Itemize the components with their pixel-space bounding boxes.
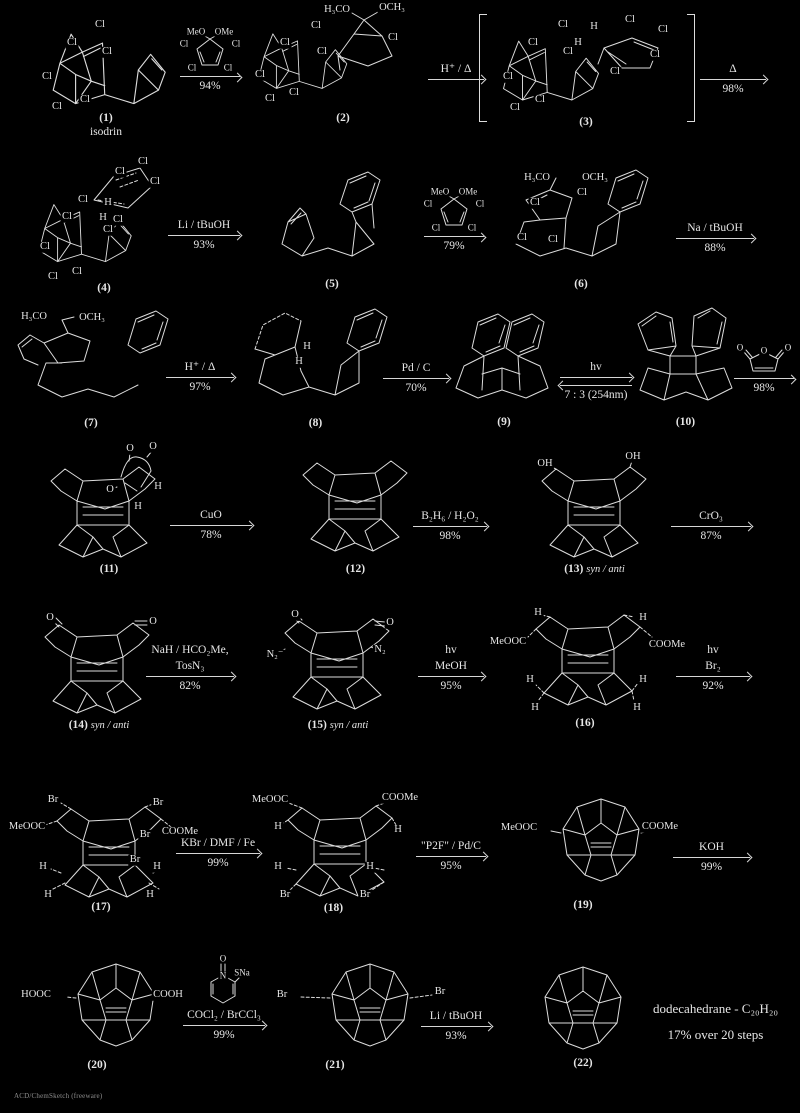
atom-label: Cl (503, 70, 513, 82)
atom-label: Cl (431, 222, 441, 233)
atom-label: Br (276, 988, 288, 1000)
compound-number: (22) (573, 1056, 593, 1069)
reagent-label: hv (707, 644, 719, 656)
atom-label: H (633, 701, 641, 713)
atom-label: Cl (223, 62, 233, 73)
atom-label: H (295, 355, 303, 367)
atom-label: Br (139, 828, 151, 840)
atom-label: H (574, 36, 582, 48)
product-name: dodecahedrane - C₂₀H₂₀ (653, 1001, 778, 1016)
ratio-label: 7 : 3 (254nm) (564, 388, 628, 401)
arrow-shaft (671, 526, 751, 527)
arrow-shaft (168, 235, 240, 236)
reagent-label: hv (445, 644, 457, 656)
atom-label: Cl (280, 36, 290, 48)
compound-number: (1) (99, 111, 113, 124)
atom-label: Br (434, 985, 446, 997)
atom-label: H (366, 860, 374, 872)
arrow-shaft (428, 79, 484, 80)
structure-13 (522, 441, 667, 577)
compound-number: (2) (336, 111, 350, 124)
reagent-label: B₂H₆ / H₂O₂ (421, 510, 479, 522)
atom-label: Cl (95, 18, 105, 30)
equilibrium-arrow (560, 361, 632, 402)
atom-label: Br (152, 796, 164, 808)
atom-label: MeOOC (251, 793, 289, 805)
atom-label: H (44, 888, 52, 900)
atom-label: O (291, 608, 299, 620)
structure-2-drawing (248, 1, 438, 99)
structure-2 (248, 1, 438, 126)
yield-label: 99% (207, 856, 229, 869)
structure-22 (523, 961, 643, 1071)
atom-label: Cl (179, 38, 189, 49)
isomer-label: syn / anti (90, 719, 130, 731)
arrow-shaft (734, 378, 794, 379)
diene-reagent (179, 27, 241, 73)
yield-label: 99% (700, 860, 723, 873)
arrow-shaft (183, 1025, 265, 1026)
arrow-shaft (421, 1026, 491, 1027)
isomer-label: syn / anti (329, 719, 369, 731)
atom-label: COOMe (161, 825, 199, 837)
structure-16 (476, 593, 694, 731)
atom-label: H (274, 860, 282, 872)
structure-5 (276, 170, 388, 292)
atom-label: OMe (214, 26, 234, 37)
atom-label: Cl (40, 240, 50, 252)
atom-label: Cl (423, 198, 433, 209)
pyrithione-reagent (197, 954, 251, 1006)
atom-label: OCH₃ (79, 311, 105, 323)
atom-label: OCH₃ (379, 1, 405, 13)
reaction-arrow-12 (671, 510, 751, 543)
arrow-shaft (180, 76, 240, 77)
isomer-label: syn / anti (586, 563, 625, 575)
structure-11-drawing (33, 441, 185, 555)
atom-label: MeOOC (489, 635, 527, 647)
atom-label: H (153, 860, 161, 872)
atom-label: O (149, 440, 157, 452)
atom-label: Cl (658, 23, 668, 35)
atom-label: H (104, 196, 112, 208)
atom-label: H (134, 500, 142, 512)
yield-label: 99% (213, 1028, 235, 1041)
atom-label: O (46, 611, 54, 623)
reagent-label: COCl₂ / BrCCl₃ (187, 1009, 261, 1021)
arrow-shaft (673, 857, 750, 858)
atom-label: Cl (563, 45, 573, 57)
compound-number: (21) (325, 1058, 345, 1071)
atom-label: H₃CO (524, 171, 550, 183)
yield-label: 95% (440, 859, 462, 872)
reaction-arrow-20 (421, 1010, 491, 1043)
arrow-shaft (418, 676, 484, 677)
atom-label: Br (279, 888, 291, 900)
structure-9 (448, 308, 560, 430)
arrow-shaft (166, 377, 234, 378)
reaction-arrow-14 (418, 644, 484, 693)
atom-label: OH (537, 457, 553, 469)
compound-number: (12) (345, 562, 366, 575)
compound-number: (11) (99, 562, 119, 575)
atom-label: O (736, 342, 744, 353)
atom-label: H (534, 606, 542, 618)
atom-label: MeO (186, 26, 206, 37)
yield-label: 97% (189, 380, 211, 393)
structure-5-drawing (276, 170, 388, 268)
reagent-label: Li / tBuOH (177, 219, 231, 231)
compound-number: (16) (575, 716, 595, 729)
structure-10 (628, 308, 743, 430)
reaction-arrow-11 (413, 510, 487, 543)
atom-label: COOMe (641, 820, 679, 832)
reagent-label: KBr / DMF / Fe (180, 837, 256, 849)
reagent-label: Li / tBuOH (429, 1010, 483, 1022)
reagent-label: "P2F" / Pd/C (421, 840, 481, 852)
arrow-shaft-forward (560, 377, 632, 378)
atom-label: Cl (115, 165, 125, 177)
watermark: ACD/ChemSketch (freeware) (14, 1092, 103, 1100)
right-bracket (687, 14, 695, 122)
atom-label: H (394, 823, 402, 835)
atom-label: Cl (62, 210, 72, 222)
atom-label: N (219, 970, 227, 981)
reagent-label: CuO (200, 509, 222, 521)
yield-label: 98% (722, 82, 744, 95)
structure-6 (496, 166, 666, 292)
atom-label: COOH (153, 988, 183, 1000)
arrow-shaft-reverse (560, 385, 632, 386)
atom-label: Cl (52, 100, 62, 112)
structure-3 (486, 12, 686, 130)
arrow-shaft (676, 238, 754, 239)
reagent-label: Pd / C (401, 362, 431, 374)
structure-12 (283, 445, 428, 577)
arrow-shaft (416, 856, 486, 857)
atom-label: Cl (625, 13, 635, 25)
structure-22-drawing (523, 961, 643, 1049)
yield-label: 94% (199, 80, 221, 92)
diene-reagent (423, 187, 485, 233)
atom-label: Cl (150, 175, 160, 187)
atom-label: Cl (72, 265, 82, 277)
atom-label: O (386, 616, 394, 628)
atom-label: Cl (577, 186, 587, 198)
atom-label: Cl (42, 70, 52, 82)
atom-label: OCH₃ (582, 171, 608, 183)
atom-label: H (526, 673, 534, 685)
atom-label: O (126, 442, 134, 454)
atom-label: Br (129, 853, 141, 865)
atom-label: COOMe (381, 791, 419, 803)
reagent-label-2: Br₂ (705, 659, 721, 672)
structure-15-drawing (263, 591, 413, 709)
compound-number: (9) (497, 415, 511, 428)
arrow-shaft (170, 525, 252, 526)
atom-label: OH (625, 450, 641, 462)
atom-label: Br (47, 793, 59, 805)
atom-label: O (106, 483, 114, 495)
reagent-label: CrO₃ (699, 510, 723, 522)
atom-label: Cl (80, 93, 90, 105)
structure-8-drawing (243, 303, 388, 409)
reaction-arrow-3 (700, 63, 766, 96)
atom-label: H₃CO (21, 310, 47, 322)
compound-number: (10) (675, 415, 696, 428)
compound-name: isodrin (90, 126, 122, 138)
reaction-arrow-8 (383, 362, 449, 395)
atom-label: Cl (467, 222, 477, 233)
compound-number: (4) (97, 281, 111, 294)
compound-number: (14) syn / anti (68, 718, 130, 731)
structure-19 (500, 791, 698, 913)
atom-label: COOMe (648, 638, 686, 650)
atom-label: MeOOC (500, 821, 538, 833)
atom-label: Cl (289, 86, 299, 98)
reaction-arrow-9 (734, 339, 794, 395)
yield-label: 87% (700, 529, 722, 542)
reagent-label: H⁺ / Δ (440, 63, 472, 75)
atom-label: Cl (548, 233, 558, 245)
arrow-shaft (413, 526, 487, 527)
compound-number: (7) (84, 416, 98, 429)
atom-label: Cl (517, 231, 527, 243)
structure-7 (16, 303, 166, 431)
atom-label: Cl (255, 68, 265, 80)
arrow-shaft (383, 378, 449, 379)
yield-label: 92% (702, 679, 724, 692)
atom-label: MeOOC (8, 820, 46, 832)
structure-15 (263, 591, 413, 733)
compound-number: (20) (87, 1058, 107, 1071)
atom-label: H (639, 611, 647, 623)
atom-label: Cl (510, 101, 520, 113)
reagent-label-2: TosN₃ (175, 659, 205, 672)
structure-11 (33, 441, 185, 577)
structure-16-drawing (476, 593, 694, 708)
atom-label: HOOC (21, 988, 51, 1000)
yield-label: 95% (440, 679, 462, 692)
reagent-label: Na / tBuOH (687, 222, 743, 234)
atom-label: Br (359, 888, 371, 900)
atom-label: Cl (558, 18, 568, 30)
reaction-arrow-17 (416, 840, 486, 873)
reaction-arrow-13 (146, 644, 234, 693)
atom-label: H (154, 480, 162, 492)
reagent-label-2: MeOH (435, 659, 467, 672)
atom-label: Cl (187, 62, 197, 73)
compound-number: (3) (579, 115, 593, 128)
atom-label: Cl (231, 38, 241, 49)
atom-label: O (149, 615, 157, 627)
reagent-label: H⁺ / Δ (184, 361, 216, 373)
structure-1 (36, 8, 176, 140)
atom-label: Cl (530, 196, 540, 208)
reagent-label: Δ (729, 63, 737, 75)
atom-label: Cl (78, 193, 88, 205)
structure-19-drawing (503, 791, 698, 891)
reaction-arrow-4 (168, 219, 240, 252)
compound-number: (17) (91, 900, 111, 913)
arrow-shaft (424, 236, 484, 237)
atom-label: N₂ (374, 643, 386, 655)
atom-label: Cl (388, 31, 398, 43)
structure-9-drawing (448, 308, 560, 408)
atom-label: Cl (535, 93, 545, 105)
reagent-label: hv (590, 361, 602, 373)
atom-label: Cl (317, 45, 327, 57)
reaction-arrow-10 (170, 509, 252, 542)
structure-4 (28, 156, 180, 296)
structure-20 (16, 958, 211, 1073)
yield-label: 82% (179, 679, 201, 692)
atom-label: Cl (610, 65, 620, 77)
atom-label: H (639, 673, 647, 685)
atom-label: Cl (475, 198, 485, 209)
atom-label: Cl (650, 48, 660, 60)
atom-label: H (99, 211, 107, 223)
yield-label: 98% (439, 529, 461, 542)
arrow-shaft (146, 676, 234, 677)
reagent-label: KOH (699, 841, 724, 853)
reaction-arrow-18 (673, 841, 750, 874)
atom-label: H₃CO (324, 3, 350, 15)
atom-label: Cl (103, 223, 113, 235)
atom-label: Cl (67, 36, 77, 48)
reaction-arrow-5 (424, 187, 484, 253)
result-annotation (628, 1002, 800, 1042)
compound-number: (13) syn / anti (564, 562, 625, 575)
maleic-anhydride-reagent (735, 339, 793, 375)
structure-8 (243, 303, 388, 431)
atom-label: N₂⁻ (266, 648, 284, 660)
arrow-shaft (676, 676, 750, 677)
compound-number: (19) (573, 898, 593, 911)
atom-label: Cl (138, 155, 148, 167)
atom-label: Cl (113, 213, 123, 225)
yield-label: 79% (443, 240, 465, 252)
yield-label: 70% (405, 381, 427, 394)
atom-label: H (303, 340, 311, 352)
reagent-label: NaH / HCO₂Me, (151, 644, 229, 656)
yield-label: 93% (193, 238, 215, 251)
yield-label: 78% (200, 528, 222, 541)
reaction-arrow-1 (180, 27, 240, 93)
compound-number: (15) syn / anti (307, 718, 369, 731)
atom-label: H (146, 888, 154, 900)
atom-label: SNa (234, 967, 250, 978)
atom-label: O (784, 342, 792, 353)
reaction-arrow-2 (428, 63, 484, 80)
atom-label: H (590, 20, 598, 32)
reaction-arrow-15 (676, 644, 750, 693)
atom-label: Cl (265, 92, 275, 104)
compound-number: (18) (323, 901, 344, 914)
atom-label: H (39, 860, 47, 872)
compound-number: (8) (308, 416, 323, 429)
compound-number: (6) (574, 277, 588, 290)
atom-label: Cl (528, 36, 538, 48)
atom-label: H (531, 701, 539, 713)
yield-label: 93% (445, 1029, 467, 1042)
atom-label: O (760, 345, 768, 356)
overall-yield: 17% over 20 steps (667, 1026, 764, 1042)
structure-20-drawing (16, 958, 211, 1052)
compound-number: (5) (325, 277, 339, 290)
reaction-arrow-19 (183, 954, 265, 1042)
arrow-shaft (700, 79, 766, 80)
structure-12-drawing (283, 445, 428, 555)
atom-label: OMe (458, 186, 478, 197)
reaction-arrow-7 (166, 361, 234, 394)
structure-10-drawing (628, 308, 743, 408)
atom-label: O (219, 953, 227, 964)
yield-label: 88% (704, 241, 726, 254)
reaction-arrow-6 (676, 222, 754, 255)
yield-label: 98% (753, 382, 775, 394)
atom-label: Cl (311, 19, 321, 31)
atom-label: H (274, 820, 282, 832)
atom-label: Cl (48, 270, 58, 282)
atom-label: Cl (102, 45, 112, 57)
atom-label: MeO (430, 186, 450, 197)
